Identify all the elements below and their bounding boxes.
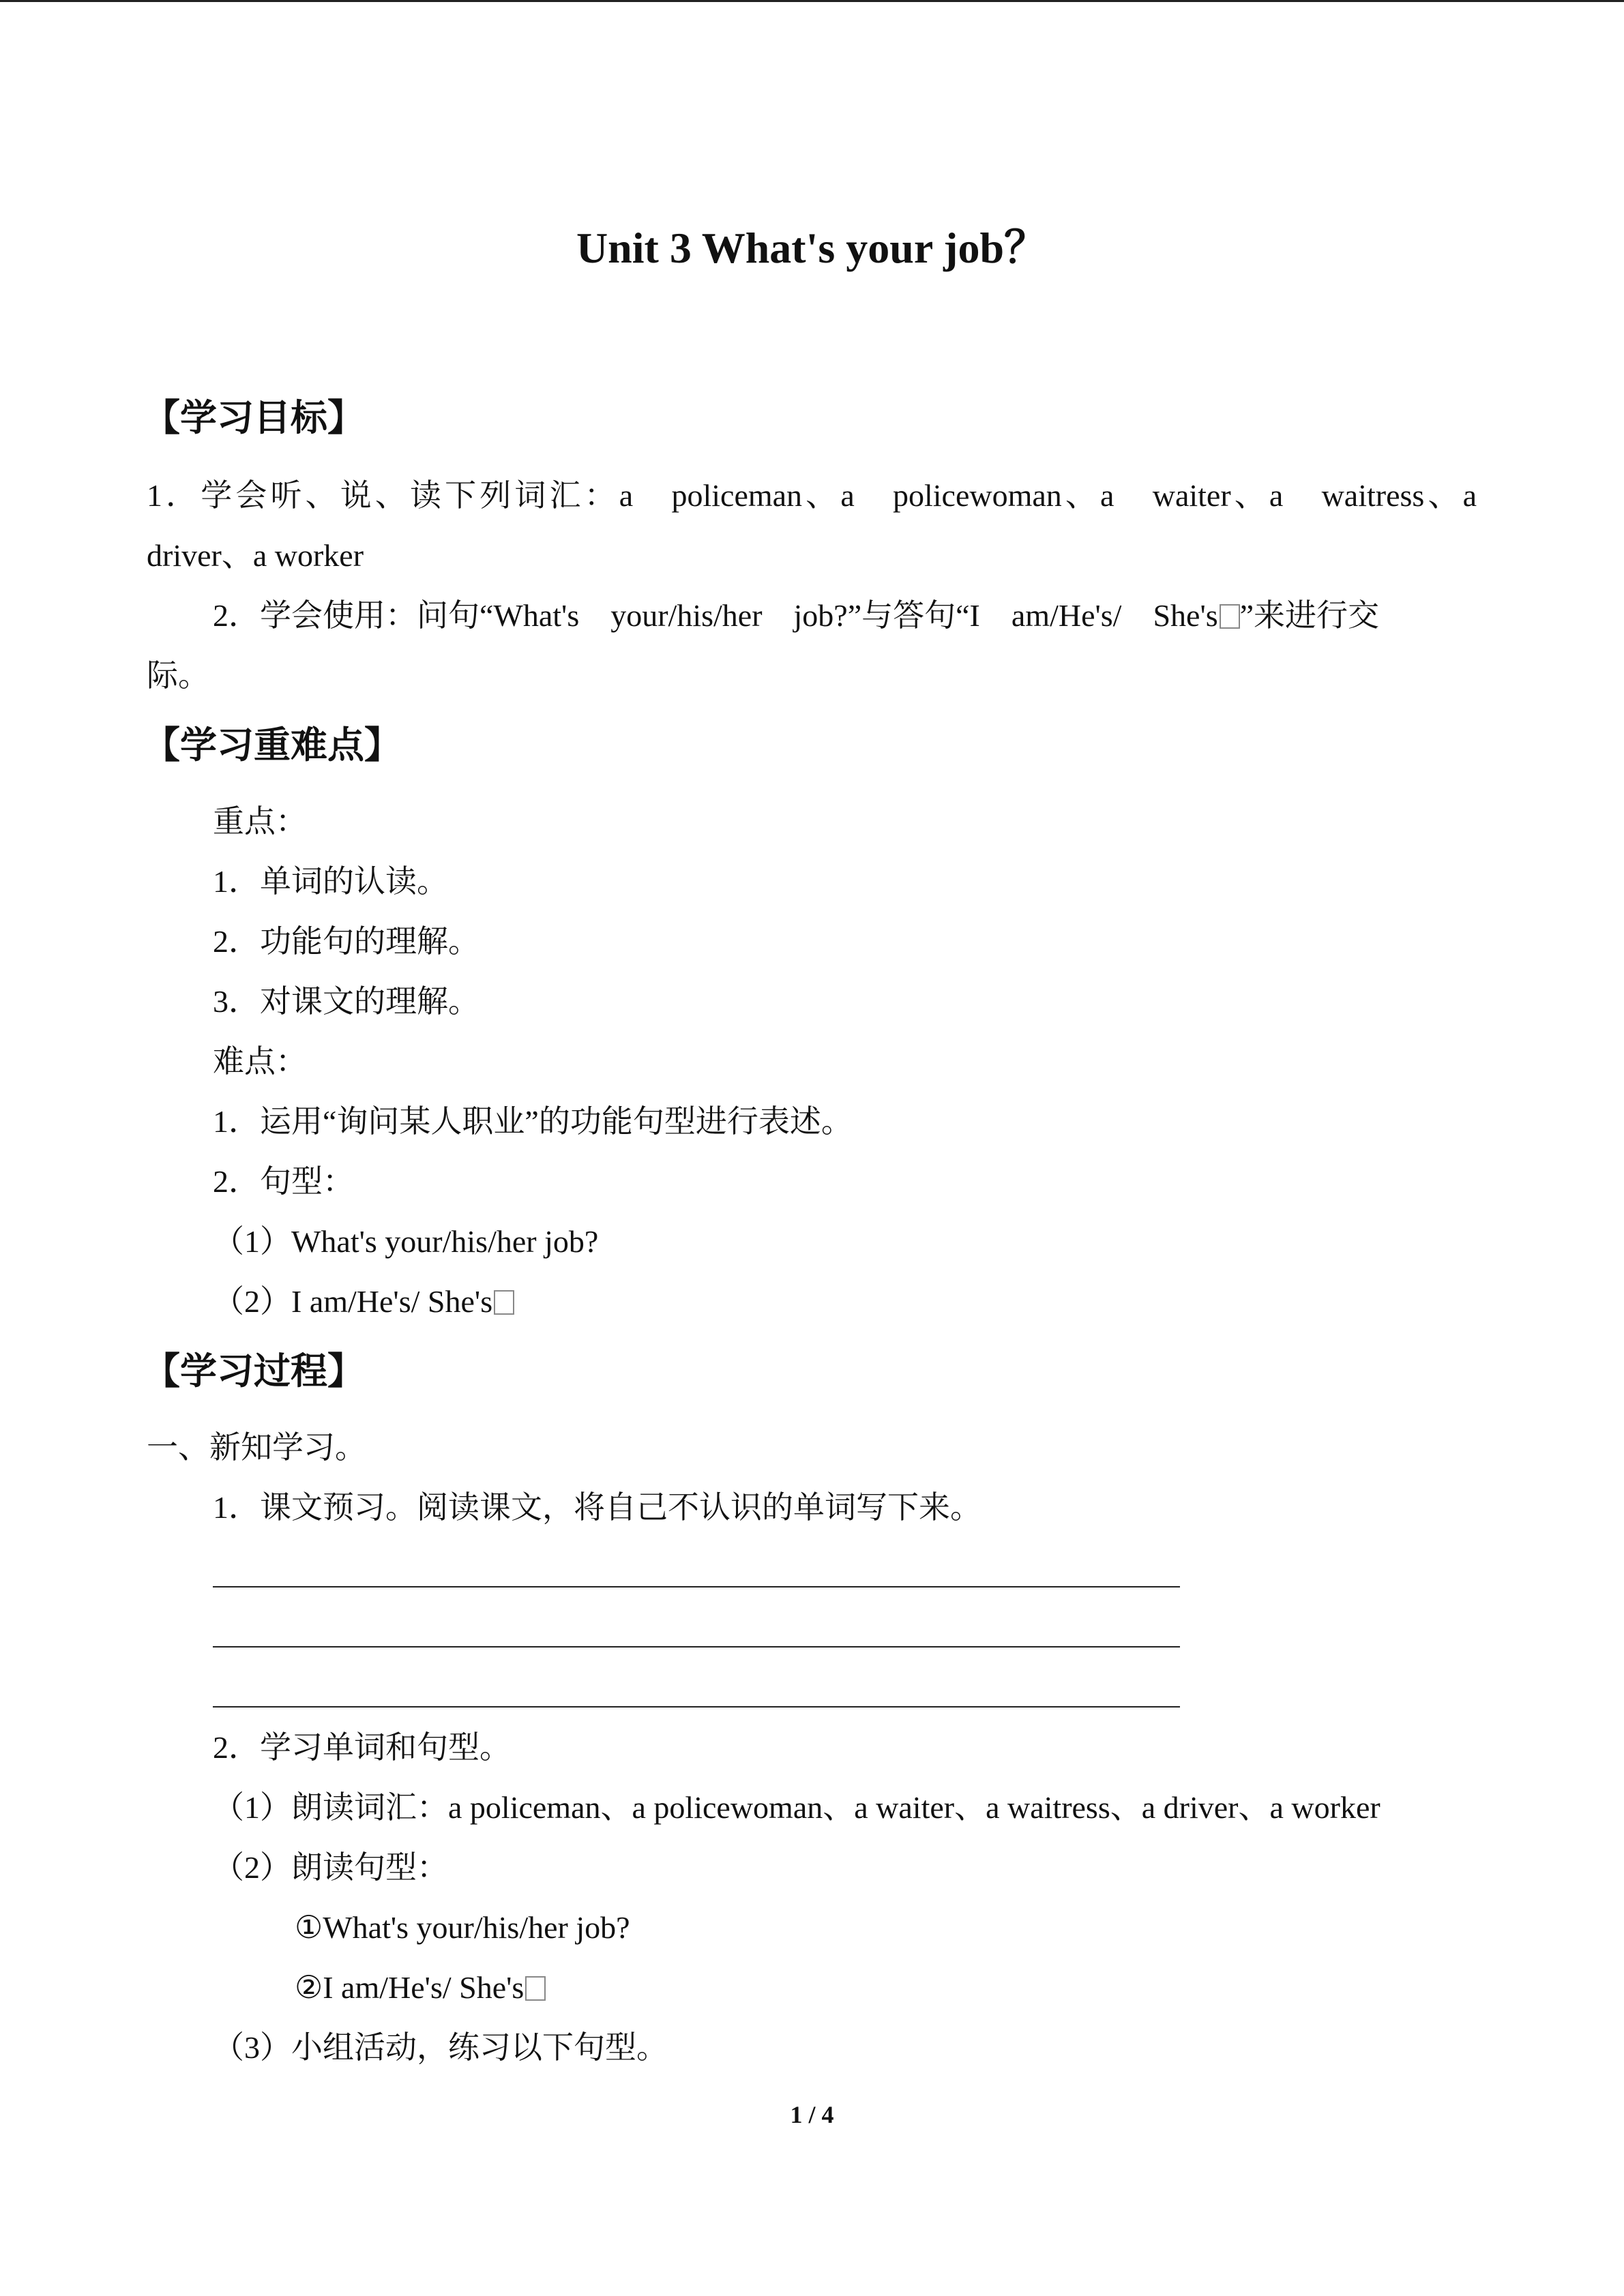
- goal-item-1-line-2: driver、a worker: [147, 538, 364, 573]
- difficulty-label: 难点：: [213, 1044, 307, 1079]
- goal-item-2-text: 2．学会使用：问句“What's your/his/her job?”与答句“I am/He's/ She's: [213, 598, 1218, 633]
- difficulty-item: 1．运用“询问某人职业”的功能句型进行表述。: [213, 1104, 853, 1139]
- process-step-2: 2．学习单词和句型。: [213, 1730, 511, 1765]
- page-title: Unit 3 What's your job？: [576, 224, 1048, 272]
- pattern-item: （1）What's your/his/her job?: [213, 1224, 599, 1259]
- difficulty-item: 2．句型：: [213, 1164, 354, 1199]
- focus-label: 重点：: [213, 804, 307, 839]
- placeholder-box: [525, 1976, 546, 2001]
- answer-line[interactable]: [213, 1646, 1180, 1648]
- answer-line[interactable]: [213, 1706, 1180, 1708]
- top-border: [0, 0, 1624, 2]
- goal-item-2-line-2: 际。: [147, 658, 209, 693]
- focus-item: 3．对课文的理解。: [213, 984, 479, 1019]
- placeholder-box: [1220, 604, 1240, 629]
- sentence-text: ②I am/He's/ She's: [295, 1970, 525, 2005]
- sentence-item: ①What's your/his/her job?: [295, 1910, 630, 1945]
- placeholder-box: [494, 1290, 514, 1315]
- process-step-1: 1．课文预习。阅读课文，将自己不认识的单词写下来。: [213, 1490, 981, 1525]
- section-heading-process: 【学习过程】: [143, 1350, 364, 1392]
- goal-item-2-text-end: ”来进行交: [1239, 598, 1380, 633]
- process-sub-2: （2）朗读句型：: [213, 1850, 448, 1885]
- pattern-text: （2）I am/He's/ She's: [213, 1284, 493, 1319]
- goal-item-1-line-1: 1．学会听、说、读下列词汇：a policeman、a policewoman、a waiter、a waitress、a: [147, 478, 1477, 513]
- goal-item-2-line-1: [213, 595, 1477, 636]
- sentence-item: [295, 1967, 546, 2008]
- process-part-1: 一、新知学习。: [147, 1430, 366, 1465]
- page-number: 1 / 4: [790, 2101, 834, 2128]
- section-heading-goals: 【学习目标】: [143, 396, 364, 439]
- answer-line[interactable]: [213, 1586, 1180, 1587]
- focus-item: 2．功能句的理解。: [213, 924, 479, 959]
- focus-item: 1．单词的认读。: [213, 864, 448, 899]
- section-heading-key-points: 【学习重难点】: [143, 724, 401, 766]
- process-sub-3: （3）小组活动，练习以下句型。: [213, 2030, 668, 2065]
- process-sub-1: （1）朗读词汇：a policeman、a policewoman、a waiter、a waitress、a driver、a worker: [213, 1790, 1381, 1825]
- pattern-item: [213, 1281, 514, 1322]
